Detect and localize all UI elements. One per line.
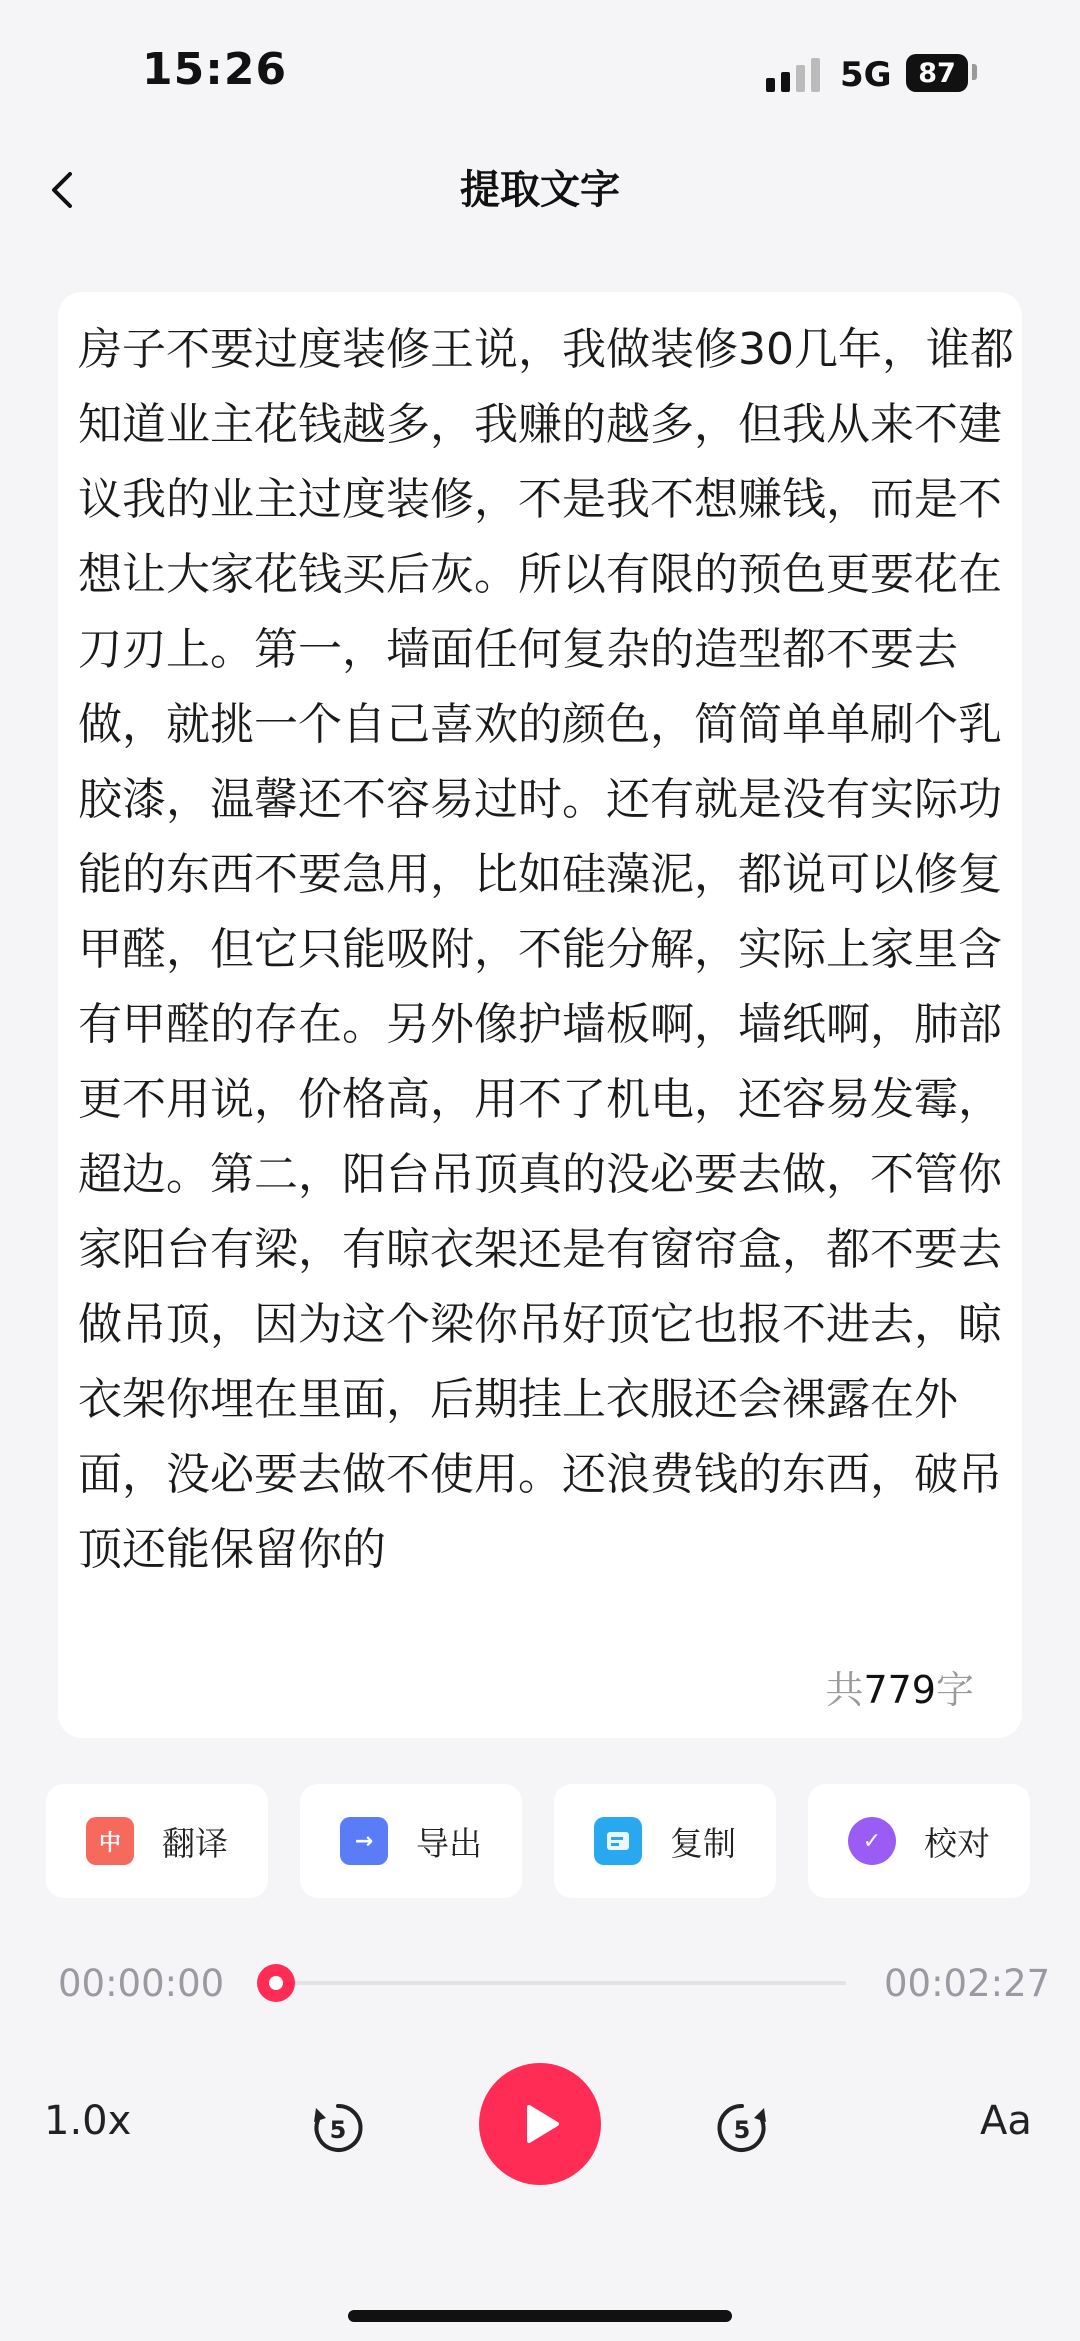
play-icon	[515, 2099, 565, 2149]
replay-seconds: 5	[329, 2116, 347, 2144]
export-icon: →	[340, 1817, 388, 1865]
home-indicator	[348, 2310, 732, 2322]
progress-thumb[interactable]	[257, 1964, 295, 2002]
extracted-text-card	[58, 292, 1022, 1738]
export-button[interactable]	[300, 1784, 522, 1898]
copy-icon	[594, 1817, 642, 1865]
network-label: 5G	[840, 55, 892, 95]
status-time: 15:26	[142, 44, 288, 95]
copy-label: 复制	[670, 1823, 736, 1863]
export-label: 导出	[416, 1823, 482, 1863]
translate-label: 翻译	[162, 1823, 228, 1863]
battery-cap	[972, 64, 977, 80]
extracted-text[interactable]: 房子不要过度装修王说，我做装修30几年，谁都知道业主花钱越多，我赚的越多，但我从来不建议我的业主过度装修，不是我不想赚钱，而是不想让大家花钱买后灰。所以有限的预色更要花在刀刃上。第一，墙面任何复杂的造型都不要去做，就挑一个自己喜欢的颜色，简简单单刷个乳胶漆，温馨还不容易过时。还有就是没有实际功能的东西不要急用，比如硅藻泥，都说可以修复甲醛，但它只能吸附，不能分解，实际上家里含有甲醛的存在。另外像护墙板啊，墙纸啊，肺部更不用说，价格高，用不了机电，还容易发霉，超边。第二，阳台吊顶真的没必要去做，不管你家阳台有梁，有晾衣架还是有窗帘盒，都不要去做吊顶，因为这个梁你吊好顶它也报不进去，晾衣架你埋在里面，后期挂上衣服还会裸露在外面，没必要去做不使用。还浪费钱的东西，破吊顶还能保留你的	[78, 324, 1014, 1575]
proofread-button[interactable]	[808, 1784, 1030, 1898]
proofread-icon: ✓	[848, 1817, 896, 1865]
page-title: 提取文字	[460, 167, 620, 213]
total-time: 00:02:27	[884, 1962, 1051, 2005]
word-count-suffix: 字	[935, 1668, 974, 1712]
action-bar	[46, 1784, 1030, 1898]
replay-5-icon[interactable]	[308, 2098, 368, 2158]
current-time: 00:00:00	[58, 1962, 225, 2005]
translate-button[interactable]	[46, 1784, 268, 1898]
battery-icon: 87	[906, 54, 968, 92]
progress-slider[interactable]	[276, 1981, 846, 1985]
word-count-prefix: 共	[825, 1668, 864, 1712]
word-count	[825, 1659, 974, 1714]
forward-seconds: 5	[733, 2116, 751, 2144]
forward-5-icon[interactable]	[712, 2098, 772, 2158]
speed-button[interactable]: 1.0x	[44, 2098, 132, 2144]
font-size-button[interactable]: Aa	[980, 2098, 1032, 2144]
translate-icon: 中	[86, 1817, 134, 1865]
play-button[interactable]	[479, 2063, 601, 2185]
proofread-label: 校对	[924, 1823, 990, 1863]
word-count-value: 779	[863, 1668, 936, 1712]
copy-button[interactable]	[554, 1784, 776, 1898]
signal-icon	[766, 58, 822, 92]
